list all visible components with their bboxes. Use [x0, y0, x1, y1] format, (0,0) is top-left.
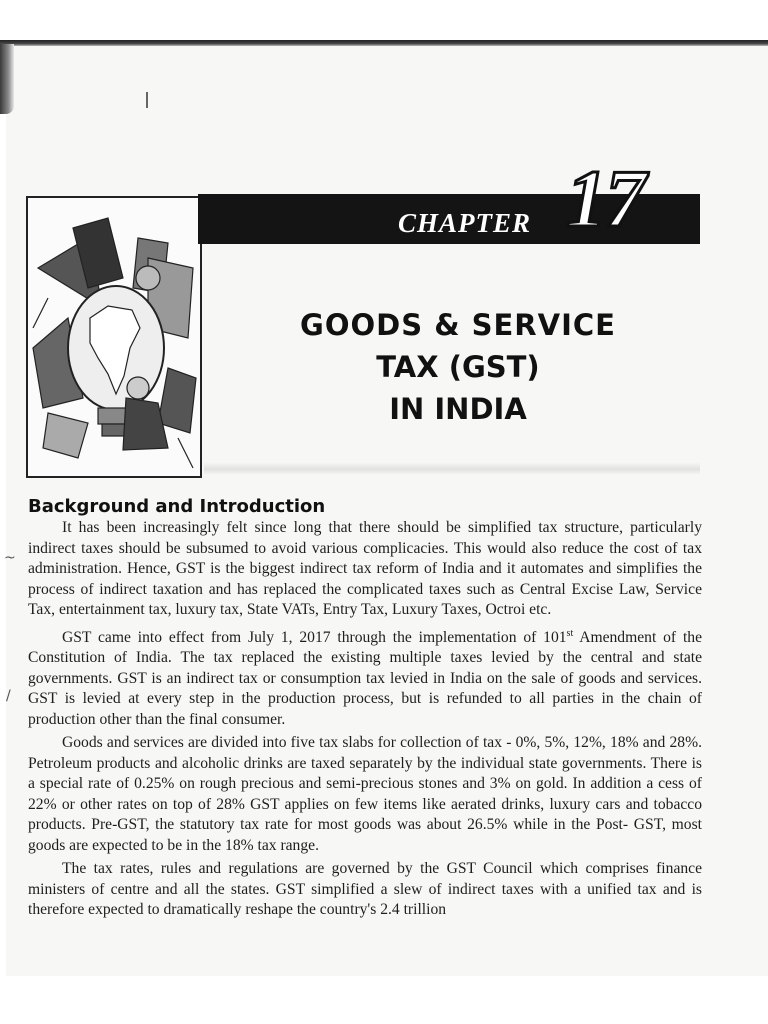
chapter-title: [228, 304, 688, 430]
chapter-label: CHAPTER: [398, 208, 532, 238]
paragraph-2-superscript: st: [566, 627, 574, 639]
paragraph-3: Goods and services are divided into five tax slabs for collection of tax - 0%, 5%, 12%, 18% and 28%. Petroleum products and alcoholic drinks are taxed separately by the individual state governments. There is a special rate of 0.25% on rough precious and semi-precious stones and 3% on gold. In addition a cess of 22% or other rates on top of 28% GST applies on few items like aerated drinks, luxury cars and tobacco products. Pre-GST, the statutory tax rate for most goods was about 26.5% while in the Post- GST, most goods are expected to be in the 18% tax range.: [28, 734, 702, 854]
body-text: [28, 518, 702, 924]
margin-mark-2: /: [6, 688, 11, 704]
chapter-number: 17: [566, 153, 644, 244]
paragraph-4: The tax rates, rules and regulations are governed by the GST Council which comprises finance ministers of centre and all the states. GST simplified a slew of indirect taxes with a unified tax and is therefore expected to dramatically reshape the country's 2.4 trillion: [28, 860, 702, 919]
paragraph-2-body: the Constitution of India. The tax replaced the existing multiple taxes levied by the central and state governments. GST is an indirect tax or consumption tax levied in India on the sale of goods and services. GST is levied at every step in the production process, but is refunded to all parties in the chain of production other than the final consumer.: [28, 628, 702, 728]
page-bottom-margin: [0, 976, 768, 1024]
header-rule: [204, 462, 700, 474]
title-line-1: GOODS & SERVICE: [300, 308, 616, 342]
title-line-2: TAX (GST): [376, 350, 540, 384]
india-gst-illustration-icon: [28, 198, 200, 476]
pen-mark: [146, 92, 148, 108]
chapter-illustration: [26, 196, 202, 478]
book-spine-shadow: [0, 44, 14, 114]
section-heading: Background and Introduction: [28, 496, 326, 517]
paragraph-2: [28, 624, 702, 731]
paragraph-2-lead: GST came into effect from July 1, 2017 through the implementation of 101: [62, 628, 567, 646]
paragraph-1: It has been increasingly felt since long that there should be simplified tax structure, particularly indirect taxes should be subsumed to avoid various complicacies. This would also reduce the cost of tax administration. Hence, GST is the biggest indirect tax reform of India and it automates and simplifies the process of indirect taxation and has replaced the complicated taxes such as Central Excise Law, Service Tax, entertainment tax, luxury tax, State VATs, Entry Tax, Luxury Taxes, Octroi etc.: [28, 519, 702, 618]
margin-mark-1: ~: [4, 550, 16, 566]
title-line-3: IN INDIA: [389, 392, 527, 426]
paragraph-2-tail: Amendment of: [573, 628, 683, 646]
